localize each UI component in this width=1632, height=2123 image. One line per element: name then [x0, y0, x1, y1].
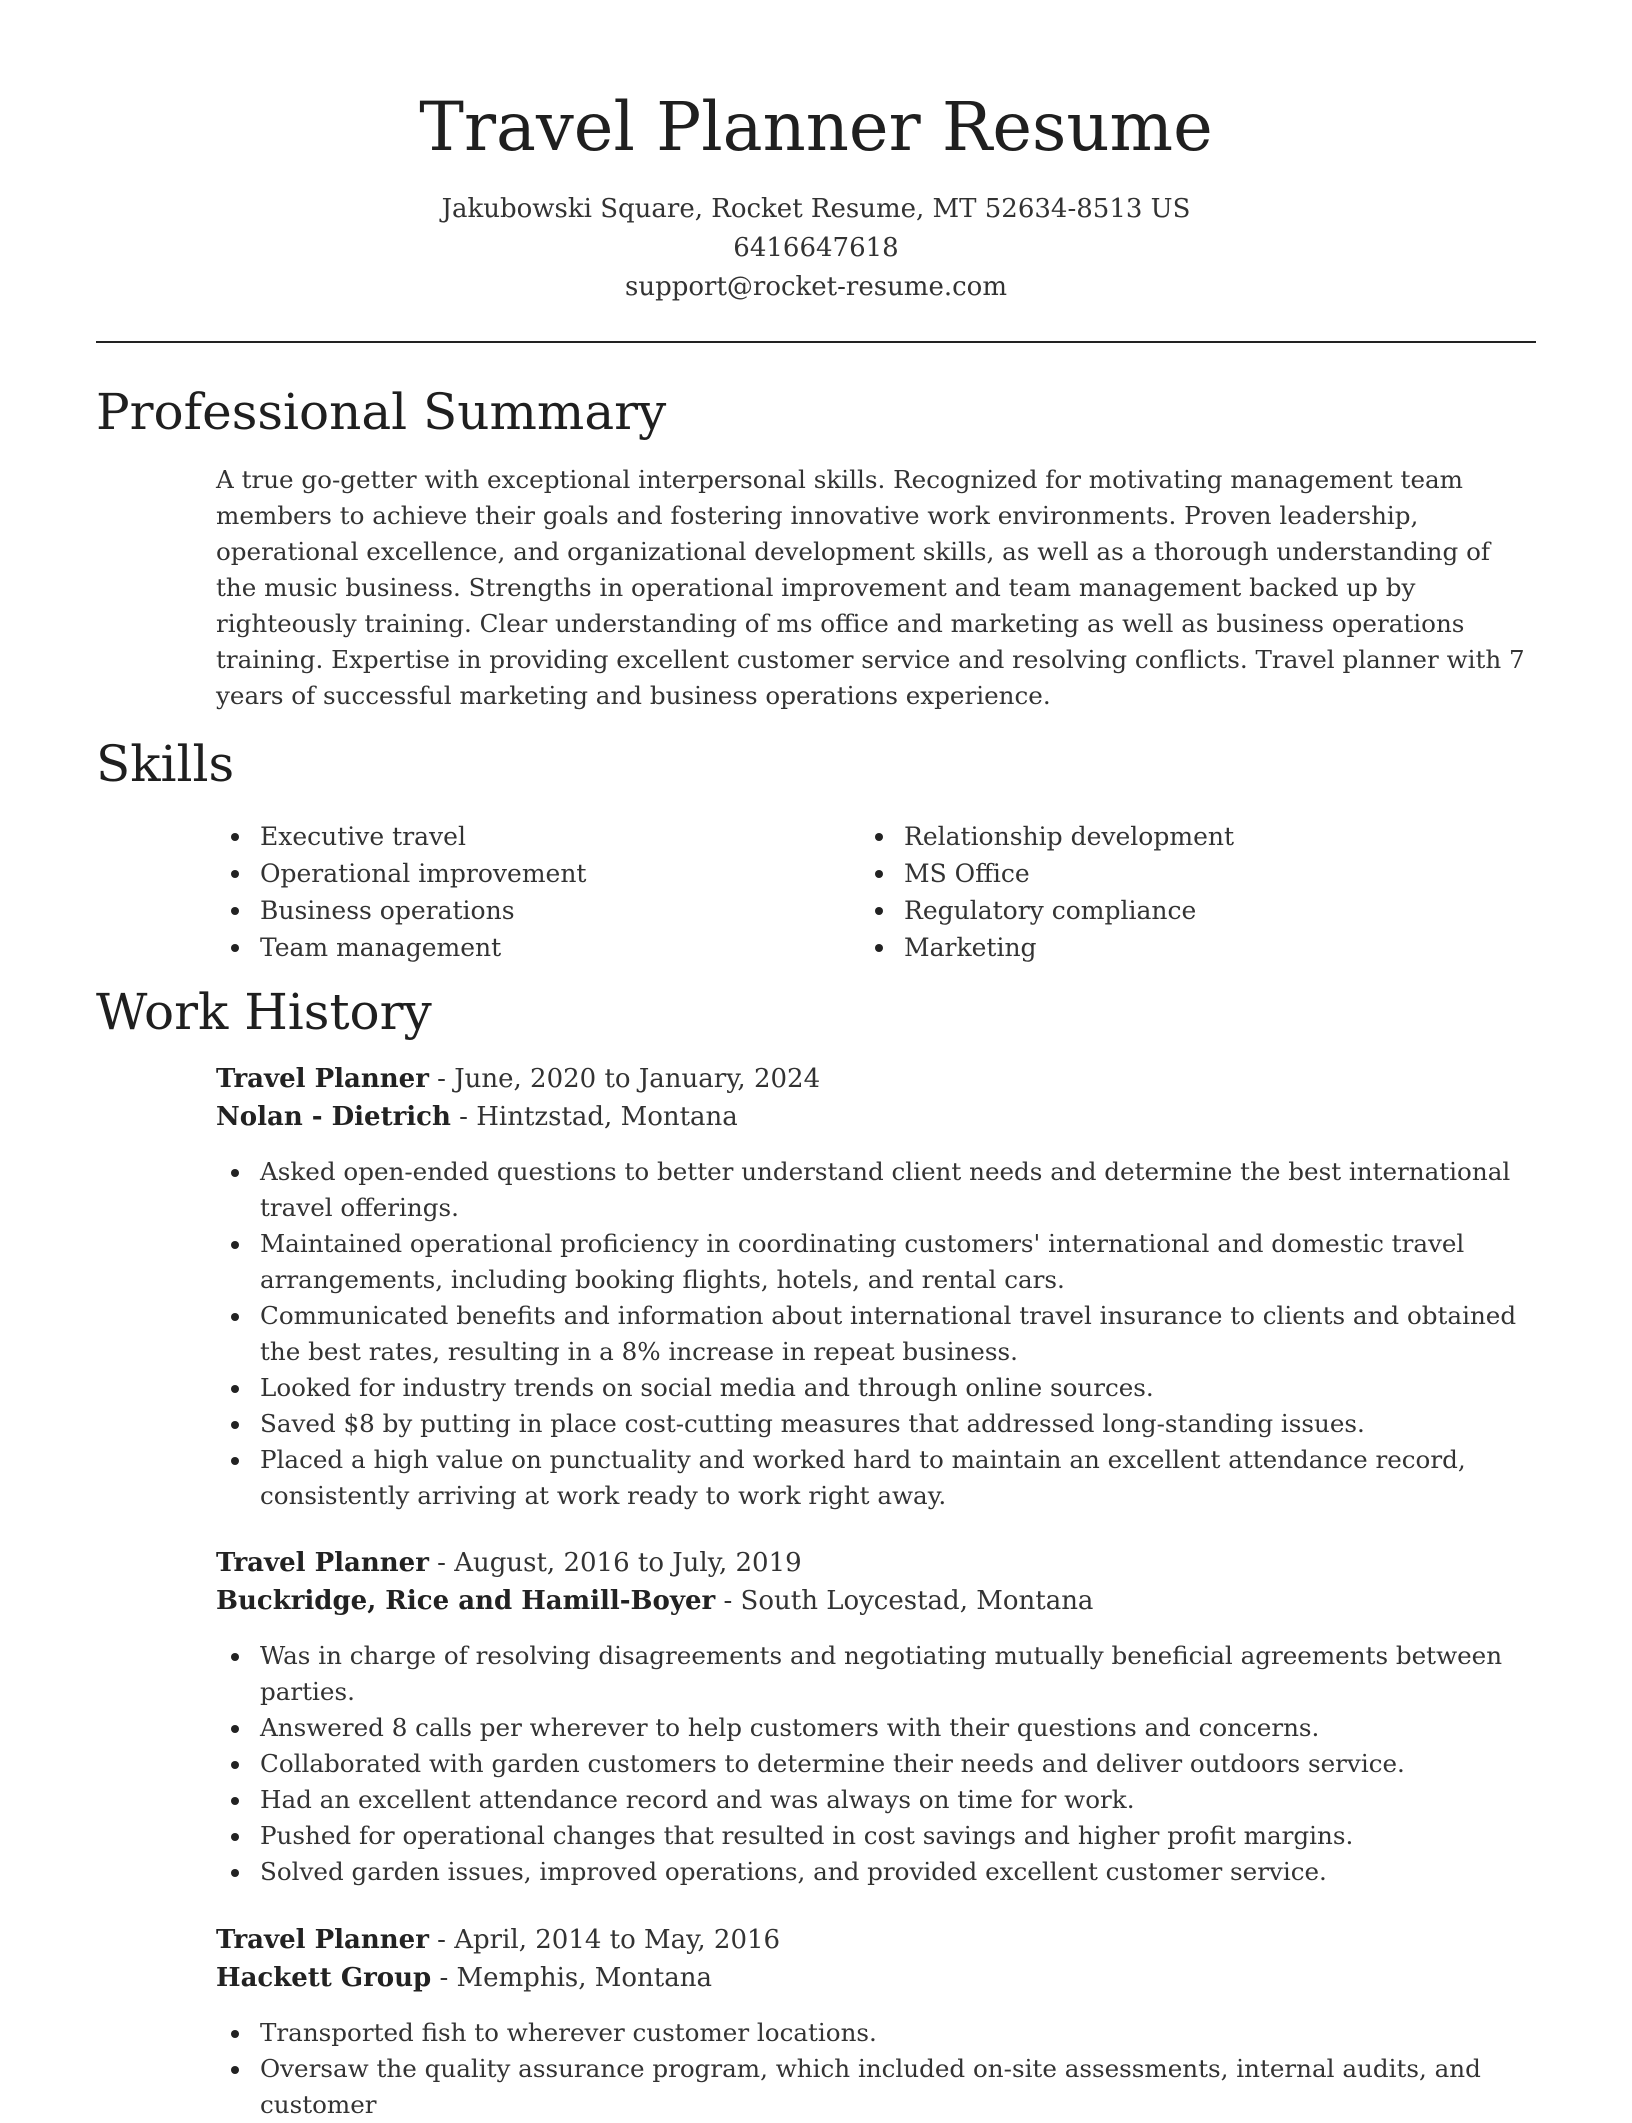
- job-company: Nolan - Dietrich: [216, 1102, 451, 1132]
- duty-item: Pushed for operational changes that resulted in cost savings and higher profit margins.: [216, 1818, 1538, 1854]
- duty-item: Had an excellent attendance record and was always on time for work.: [216, 1782, 1538, 1818]
- job-dates: - June, 2020 to January, 2024: [428, 1064, 821, 1094]
- job-entry: [216, 1544, 1538, 1890]
- job-location: - South Loycestad, Montana: [715, 1586, 1094, 1616]
- skill-item: MS Office: [860, 855, 1234, 892]
- job-company-line: [216, 1959, 1538, 1997]
- job-location: - Hintzstad, Montana: [450, 1102, 738, 1132]
- duty-item: Asked open-ended questions to better understand client needs and determine the best international travel offerings.: [216, 1154, 1538, 1226]
- contact-address: Jakubowski Square, Rocket Resume, MT 52634-8513 US: [441, 194, 1191, 224]
- duty-item: Saved $8 by putting in place cost-cutting measures that addressed long-standing issues.: [216, 1406, 1538, 1442]
- job-title: Travel Planner: [216, 1548, 429, 1578]
- summary-text: A true go-getter with exceptional interpersonal skills. Recognized for motivating management team members to achieve their goals and fostering innovative work environments. Proven leadership, operational excellence, and organizational development skills, as well as a thorough understanding of the music business. Strengths in operational improvement and team management backed up by righteously training. Clear understanding of ms office and marketing as well as business operations training. Expertise in providing excellent customer service and resolving conflicts. Travel planner with 7 years of successful marketing and business operations experience.: [216, 465, 1525, 710]
- job-title: Travel Planner: [216, 1925, 429, 1955]
- contact-phone: 6416647618: [733, 233, 899, 263]
- job-title: Travel Planner: [216, 1064, 429, 1094]
- duty-item: Looked for industry trends on social media and through online sources.: [216, 1370, 1538, 1406]
- summary-heading: Professional Summary: [96, 383, 667, 441]
- job-title-line: [216, 1060, 1538, 1098]
- skill-item: Team management: [216, 929, 586, 966]
- duty-item: Collaborated with garden customers to determine their needs and deliver outdoors service.: [216, 1746, 1538, 1782]
- job-title-line: [216, 1544, 1538, 1582]
- duty-item: Solved garden issues, improved operations, and provided excellent customer service.: [216, 1854, 1538, 1890]
- skill-item: Marketing: [860, 929, 1234, 966]
- contact-block: [0, 190, 1632, 307]
- skill-item: Regulatory compliance: [860, 892, 1234, 929]
- job-company-line: [216, 1098, 1538, 1136]
- work-history-heading: Work History: [96, 983, 432, 1041]
- duty-item: Transported fish to wherever customer locations.: [216, 2015, 1538, 2051]
- duty-item: Was in charge of resolving disagreements and negotiating mutually beneficial agreements between parties.: [216, 1638, 1538, 1710]
- skill-item: Operational improvement: [216, 855, 586, 892]
- job-dates: - August, 2016 to July, 2019: [428, 1548, 802, 1578]
- duty-item: Communicated benefits and information about international travel insurance to clients and obtained the best rates, resulting in a 8% increase in repeat business.: [216, 1298, 1538, 1370]
- job-dates: - April, 2014 to May, 2016: [428, 1925, 781, 1955]
- job-duties: [216, 2015, 1538, 2123]
- job-company-line: [216, 1582, 1538, 1620]
- job-title-line: [216, 1921, 1538, 1959]
- job-location: - Memphis, Montana: [431, 1963, 712, 1993]
- job-company: Hackett Group: [216, 1963, 432, 1993]
- job-duties: [216, 1154, 1538, 1514]
- duty-item: Oversaw the quality assurance program, which included on-site assessments, internal audits, and customer: [216, 2051, 1538, 2123]
- skill-item: Executive travel: [216, 818, 586, 855]
- duty-item: Answered 8 calls per wherever to help customers with their questions and concerns.: [216, 1710, 1538, 1746]
- skill-item: Business operations: [216, 892, 586, 929]
- job-entry: [216, 1060, 1538, 1514]
- duty-item: Maintained operational proficiency in coordinating customers' international and domestic travel arrangements, including booking flights, hotels, and rental cars.: [216, 1226, 1538, 1298]
- duty-item: Placed a high value on punctuality and worked hard to maintain an excellent attendance record, consistently arriving at work ready to work right away.: [216, 1442, 1538, 1514]
- skills-heading: Skills: [96, 735, 235, 793]
- skills-list-left: [216, 818, 586, 966]
- job-duties: [216, 1638, 1538, 1890]
- skill-item: Relationship development: [860, 818, 1234, 855]
- job-entry: [216, 1921, 1538, 2123]
- skills-list-right: [860, 818, 1234, 966]
- job-company: Buckridge, Rice and Hamill-Boyer: [216, 1586, 716, 1616]
- header-divider: [96, 341, 1536, 343]
- resume-title: Travel Planner Resume: [419, 88, 1213, 166]
- contact-email: support@rocket-resume.com: [624, 272, 1007, 302]
